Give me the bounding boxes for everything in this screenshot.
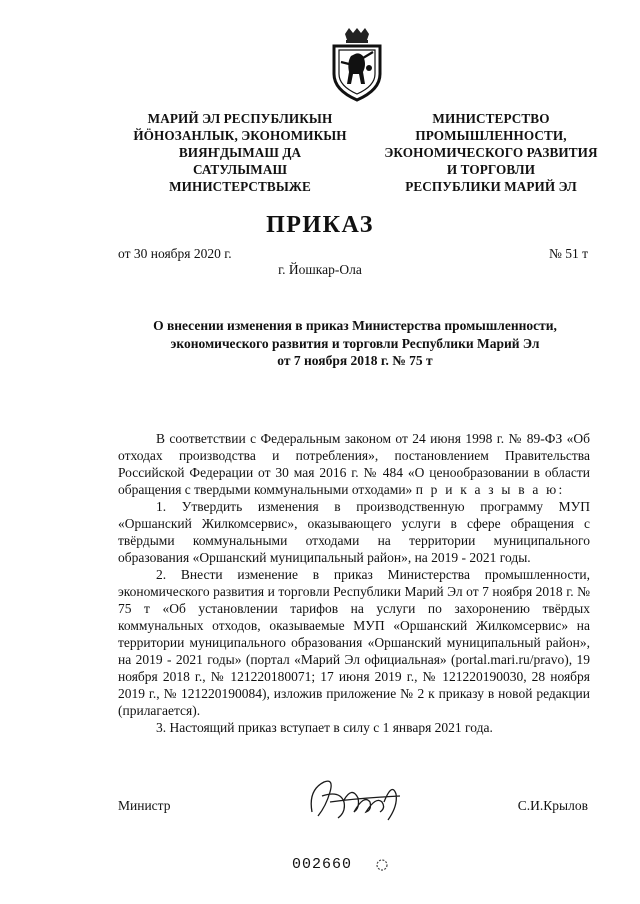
header-right-line: И ТОРГОВЛИ	[446, 162, 536, 177]
orders-word: п р и к а з ы в а ю:	[415, 482, 565, 497]
header-left-line: МАРИЙ ЭЛ РЕСПУБЛИКЫН	[147, 111, 333, 126]
subject-line: экономического развития и торговли Республики Марий Эл	[170, 335, 540, 351]
item-1-paragraph: 1. Утвердить изменения в производственную программу МУП «Оршанский Жилкомсервис», оказывающего услуги в сфере обращения с твёрдыми коммунальными отходами на территории муниципального образования «Оршанский муниципальный район», на 2019 - 2021 годы.	[118, 499, 590, 565]
document-city: г. Йошкар-Ола	[278, 262, 362, 277]
header-right-russian	[356, 110, 626, 195]
item-2-paragraph: 2. Внести изменение в приказ Министерства промышленности, экономического развития и торговли Республики Марий Эл от 7 ноября 2018 г. № 75 т «Об установлении тарифов на услуги по захоронению твёрдых коммунальных отходов, оказываемые МУП «Оршанский Жилкомсервис» на территории муниципального образования «Оршанский муниципальный район», на 2019 - 2021 годы» (портал «Марий Эл официальная» (portal.mari.ru/pravo), 19 ноября 2018 г., № 121220180071; 17 июня 2019 г., № 121220190030, 28 ноября 2019 г., № 121220190084), изложив приложение № 2 к приказу в новой редакции (прилагается).	[118, 567, 590, 718]
header-right-line: МИНИСТЕРСТВО	[432, 111, 550, 126]
document-date: от 30 ноября 2020 г.	[118, 246, 232, 261]
intro-text: В соответствии с Федеральным законом от 24 июня 1998 г. № 89-ФЗ «Об отходах производства и потребления», постановлением Правительства Российской Федерации от 30 мая 2016 г. № 484 «О ценообразовании в области обращения с твердыми коммунальными отходами»	[118, 431, 590, 497]
signer-position: Министр	[118, 798, 171, 813]
serial-number: 002660	[292, 856, 353, 873]
subject-line: О внесении изменения в приказ Министерства промышленности,	[153, 318, 557, 333]
signer-name: С.И.Крылов	[517, 798, 588, 813]
header-left-marian	[118, 110, 362, 195]
coat-of-arms-icon	[329, 28, 385, 102]
document-body	[118, 430, 590, 736]
handwritten-signature	[300, 772, 420, 826]
document-title: ПРИКАЗ	[266, 212, 374, 238]
header-left-line: ЙÖНОЗАНЛЫК, ЭКОНОМИКЫН	[133, 128, 347, 143]
header-right-line: ПРОМЫШЛЕННОСТИ,	[415, 128, 567, 143]
document-subject	[110, 317, 600, 370]
small-seal-icon	[374, 857, 390, 873]
header-left-line: МИНИСТЕРСТВЫЖЕ	[169, 179, 311, 194]
header-left-line: ВИЯҤДЫМАШ ДА	[178, 145, 302, 160]
document-number: № 51 т	[548, 246, 588, 261]
subject-line: от 7 ноября 2018 г. № 75 т	[277, 353, 433, 368]
intro-paragraph	[118, 430, 590, 498]
header-right-line: ЭКОНОМИЧЕСКОГО РАЗВИТИЯ	[384, 145, 598, 160]
item-3-paragraph: 3. Настоящий приказ вступает в силу с 1 января 2021 года.	[156, 720, 493, 735]
header-right-line: РЕСПУБЛИКИ МАРИЙ ЭЛ	[405, 179, 577, 194]
header-left-line: САТУЛЫМАШ	[192, 162, 288, 177]
